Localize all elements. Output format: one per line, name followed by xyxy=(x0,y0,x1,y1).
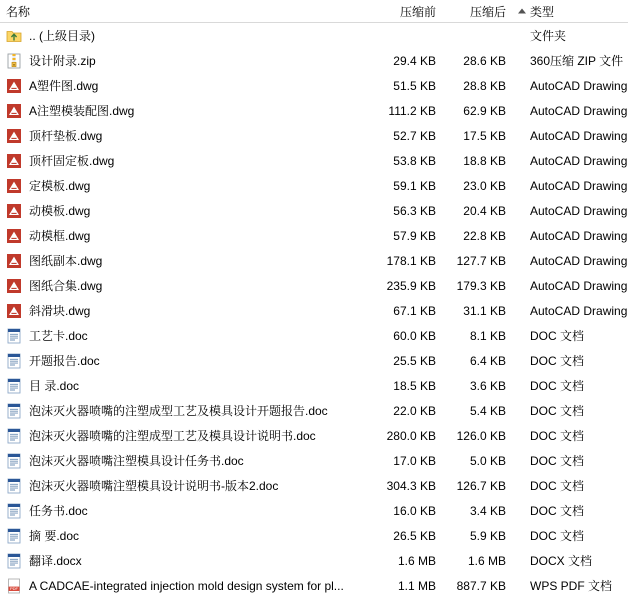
file-size-before-cell: 51.5 KB xyxy=(393,78,436,93)
dwg-icon xyxy=(6,153,22,169)
file-name-label: 翻译.docx xyxy=(29,554,82,568)
file-name-cell[interactable] xyxy=(0,402,372,419)
dwg-icon xyxy=(6,278,22,294)
file-name-cell[interactable] xyxy=(0,377,372,394)
doc-icon xyxy=(6,478,22,494)
file-name-cell[interactable] xyxy=(0,202,372,219)
file-name-label: 顶杆垫板.dwg xyxy=(29,129,103,143)
file-name-cell[interactable] xyxy=(0,427,372,444)
doc-icon xyxy=(6,428,22,444)
file-name-cell[interactable] xyxy=(0,477,372,494)
file-name-cell[interactable] xyxy=(0,578,372,594)
file-type-cell: 360压缩 ZIP 文件 xyxy=(530,54,624,68)
dwg-icon xyxy=(6,203,22,219)
column-header-size-before[interactable]: 压缩前 xyxy=(399,4,436,19)
file-row[interactable] xyxy=(0,373,628,398)
file-name-cell[interactable] xyxy=(0,352,372,369)
file-name-label: 图纸合集.dwg xyxy=(29,279,103,293)
file-size-before-cell: 280.0 KB xyxy=(386,428,436,443)
file-name-label: 任务书.doc xyxy=(29,504,88,518)
file-type-cell: AutoCAD Drawing xyxy=(530,303,628,318)
dwg-icon xyxy=(6,78,22,94)
file-size-after-cell: 28.8 KB xyxy=(463,78,506,93)
file-size-before-cell: 235.9 KB xyxy=(386,278,436,293)
file-type-cell: AutoCAD Drawing xyxy=(530,128,628,143)
file-name-cell[interactable] xyxy=(0,127,372,144)
file-size-after-cell: 1.6 MB xyxy=(467,553,506,568)
file-type-cell: DOC 文档 xyxy=(530,504,585,518)
column-header-row xyxy=(0,0,628,23)
file-name-cell[interactable] xyxy=(0,302,372,319)
file-size-before-cell: 29.4 KB xyxy=(393,53,436,68)
column-header-name[interactable]: 名称 xyxy=(6,4,31,19)
file-size-after-cell: 23.0 KB xyxy=(463,178,506,193)
file-type-cell: AutoCAD Drawing xyxy=(530,178,628,193)
file-name-label: 目 录.doc xyxy=(29,379,80,393)
file-type-cell: AutoCAD Drawing xyxy=(530,203,628,218)
file-type-cell: DOC 文档 xyxy=(530,529,585,543)
file-name-cell[interactable] xyxy=(0,102,372,119)
file-size-after-cell: 8.1 KB xyxy=(469,328,506,343)
column-header-type-label: 类型 xyxy=(530,4,555,19)
file-type-cell: DOC 文档 xyxy=(530,404,585,418)
file-type-cell: AutoCAD Drawing xyxy=(530,153,628,168)
file-size-after-cell: 5.9 KB xyxy=(469,528,506,543)
file-size-before-cell: 1.1 MB xyxy=(397,578,436,593)
docx-icon xyxy=(6,553,22,569)
file-size-after-cell: 126.0 KB xyxy=(456,428,506,443)
file-type-cell: DOCX 文档 xyxy=(530,554,593,568)
file-name-cell[interactable] xyxy=(0,527,372,544)
file-size-after-cell: 20.4 KB xyxy=(463,203,506,218)
file-size-before-cell: 178.1 KB xyxy=(386,253,436,268)
file-type-cell: DOC 文档 xyxy=(530,354,585,368)
file-name-label: 图纸副本.dwg xyxy=(29,254,103,268)
file-type-cell: AutoCAD Drawing xyxy=(530,78,628,93)
file-row[interactable] xyxy=(0,523,628,548)
file-size-before-cell: 56.3 KB xyxy=(393,203,436,218)
file-size-before-cell: 60.0 KB xyxy=(393,328,436,343)
file-size-after-cell: 62.9 KB xyxy=(463,103,506,118)
file-row[interactable] xyxy=(0,448,628,473)
doc-icon xyxy=(6,328,22,344)
file-name-cell[interactable] xyxy=(0,277,372,294)
file-name-label: .. (上级目录) xyxy=(29,29,95,43)
file-name-cell[interactable] xyxy=(0,152,372,169)
file-size-before-cell: 67.1 KB xyxy=(393,303,436,318)
file-size-before-cell: 17.0 KB xyxy=(393,453,436,468)
file-name-label: A塑件图.dwg xyxy=(29,79,99,93)
file-row[interactable] xyxy=(0,473,628,498)
file-size-before-cell: 26.5 KB xyxy=(393,528,436,543)
dwg-icon xyxy=(6,128,22,144)
file-name-label: 开题报告.doc xyxy=(29,354,100,368)
file-row[interactable] xyxy=(0,423,628,448)
file-row[interactable] xyxy=(0,498,628,523)
dwg-icon xyxy=(6,303,22,319)
file-size-after-cell: 18.8 KB xyxy=(463,153,506,168)
file-size-before-cell: 59.1 KB xyxy=(393,178,436,193)
dwg-icon xyxy=(6,103,22,119)
file-type-cell: WPS PDF 文档 xyxy=(530,579,613,593)
file-size-after-cell: 887.7 KB xyxy=(456,578,506,593)
file-type-cell: AutoCAD Drawing xyxy=(530,228,628,243)
file-size-after-cell: 126.7 KB xyxy=(456,478,506,493)
file-name-label: 泡沫灭火器喷嘴的注塑成型工艺及模具设计说明书.doc xyxy=(29,429,316,443)
file-name-cell[interactable] xyxy=(0,252,372,269)
file-row[interactable] xyxy=(0,573,628,598)
file-row[interactable] xyxy=(0,23,628,48)
file-size-before-cell: 16.0 KB xyxy=(393,503,436,518)
file-row[interactable] xyxy=(0,123,628,148)
doc-icon xyxy=(6,353,22,369)
file-size-before-cell: 52.7 KB xyxy=(393,128,436,143)
file-type-cell: 文件夹 xyxy=(530,29,567,43)
file-size-after-cell: 31.1 KB xyxy=(463,303,506,318)
file-row[interactable] xyxy=(0,323,628,348)
file-size-after-cell: 5.0 KB xyxy=(469,453,506,468)
sort-ascending-icon xyxy=(518,9,526,14)
file-row[interactable] xyxy=(0,73,628,98)
file-row[interactable] xyxy=(0,98,628,123)
file-name-cell[interactable] xyxy=(0,502,372,519)
file-row[interactable] xyxy=(0,398,628,423)
file-name-cell[interactable] xyxy=(0,452,372,469)
file-size-before-cell: 304.3 KB xyxy=(386,478,436,493)
folder-up-icon xyxy=(6,28,22,44)
file-name-label: 动模框.dwg xyxy=(29,229,91,243)
file-name-cell[interactable] xyxy=(0,77,372,94)
file-name-label: 工艺卡.doc xyxy=(29,329,88,343)
file-row[interactable] xyxy=(0,173,628,198)
file-name-label: 设计附录.zip xyxy=(29,54,96,68)
file-name-label: 斜滑块.dwg xyxy=(29,304,91,318)
file-name-cell[interactable] xyxy=(0,227,372,244)
file-size-before-cell: 111.2 KB xyxy=(388,103,436,118)
file-name-label: 泡沫灭火器喷嘴注塑模具设计说明书-版本2.doc xyxy=(29,479,279,493)
file-type-cell: AutoCAD Drawing xyxy=(530,253,628,268)
file-row[interactable] xyxy=(0,298,628,323)
file-row[interactable] xyxy=(0,248,628,273)
dwg-icon xyxy=(6,228,22,244)
file-size-after-cell: 22.8 KB xyxy=(463,228,506,243)
file-type-cell: DOC 文档 xyxy=(530,479,585,493)
file-name-cell[interactable] xyxy=(0,327,372,344)
file-size-before-cell: 25.5 KB xyxy=(393,353,436,368)
doc-icon xyxy=(6,503,22,519)
column-header-type[interactable] xyxy=(516,3,628,20)
file-size-before-cell: 1.6 MB xyxy=(397,553,436,568)
dwg-icon xyxy=(6,253,22,269)
file-size-after-cell: 28.6 KB xyxy=(463,53,506,68)
file-size-after-cell: 3.4 KB xyxy=(469,503,506,518)
file-type-cell: DOC 文档 xyxy=(530,379,585,393)
doc-icon xyxy=(6,453,22,469)
file-row[interactable] xyxy=(0,273,628,298)
file-size-after-cell: 127.7 KB xyxy=(456,253,506,268)
file-name-label: A CADCAE-integrated injection mold design system for pl... xyxy=(29,578,344,593)
file-size-after-cell: 5.4 KB xyxy=(469,403,506,418)
doc-icon xyxy=(6,378,22,394)
file-type-cell: DOC 文档 xyxy=(530,454,585,468)
file-size-after-cell: 6.4 KB xyxy=(469,353,506,368)
file-type-cell: DOC 文档 xyxy=(530,429,585,443)
column-header-size-after[interactable]: 压缩后 xyxy=(469,4,506,19)
file-name-cell[interactable] xyxy=(0,552,372,569)
doc-icon xyxy=(6,403,22,419)
file-size-before-cell: 18.5 KB xyxy=(393,378,436,393)
file-name-label: 顶杆固定板.dwg xyxy=(29,154,115,168)
file-name-label: 摘 要.doc xyxy=(29,529,80,543)
doc-icon xyxy=(6,528,22,544)
file-row[interactable] xyxy=(0,48,628,73)
file-size-before-cell: 53.8 KB xyxy=(393,153,436,168)
file-row[interactable] xyxy=(0,148,628,173)
file-name-label: 定模板.dwg xyxy=(29,179,91,193)
file-size-after-cell: 179.3 KB xyxy=(456,278,506,293)
file-row[interactable] xyxy=(0,548,628,573)
file-row[interactable] xyxy=(0,348,628,373)
file-type-cell: AutoCAD Drawing xyxy=(530,103,628,118)
file-name-label: 泡沫灭火器喷嘴的注塑成型工艺及模具设计开题报告.doc xyxy=(29,404,328,418)
file-name-label: 泡沫灭火器喷嘴注塑模具设计任务书.doc xyxy=(29,454,244,468)
file-type-cell: DOC 文档 xyxy=(530,329,585,343)
pdf-icon xyxy=(6,578,22,594)
file-size-before-cell: 22.0 KB xyxy=(393,403,436,418)
file-size-before-cell: 57.9 KB xyxy=(393,228,436,243)
dwg-icon xyxy=(6,178,22,194)
file-name-label: 动模板.dwg xyxy=(29,204,91,218)
zip-icon xyxy=(6,53,22,69)
file-size-after-cell: 17.5 KB xyxy=(463,128,506,143)
file-row[interactable] xyxy=(0,198,628,223)
file-size-after-cell: 3.6 KB xyxy=(469,378,506,393)
file-name-cell[interactable] xyxy=(0,27,372,44)
file-name-cell[interactable] xyxy=(0,177,372,194)
file-name-label: A注塑模装配图.dwg xyxy=(29,104,135,118)
file-name-cell[interactable] xyxy=(0,52,372,69)
file-rows-container xyxy=(0,23,628,598)
file-type-cell: AutoCAD Drawing xyxy=(530,278,628,293)
svg-text:PDF: PDF xyxy=(10,585,18,591)
file-row[interactable] xyxy=(0,223,628,248)
